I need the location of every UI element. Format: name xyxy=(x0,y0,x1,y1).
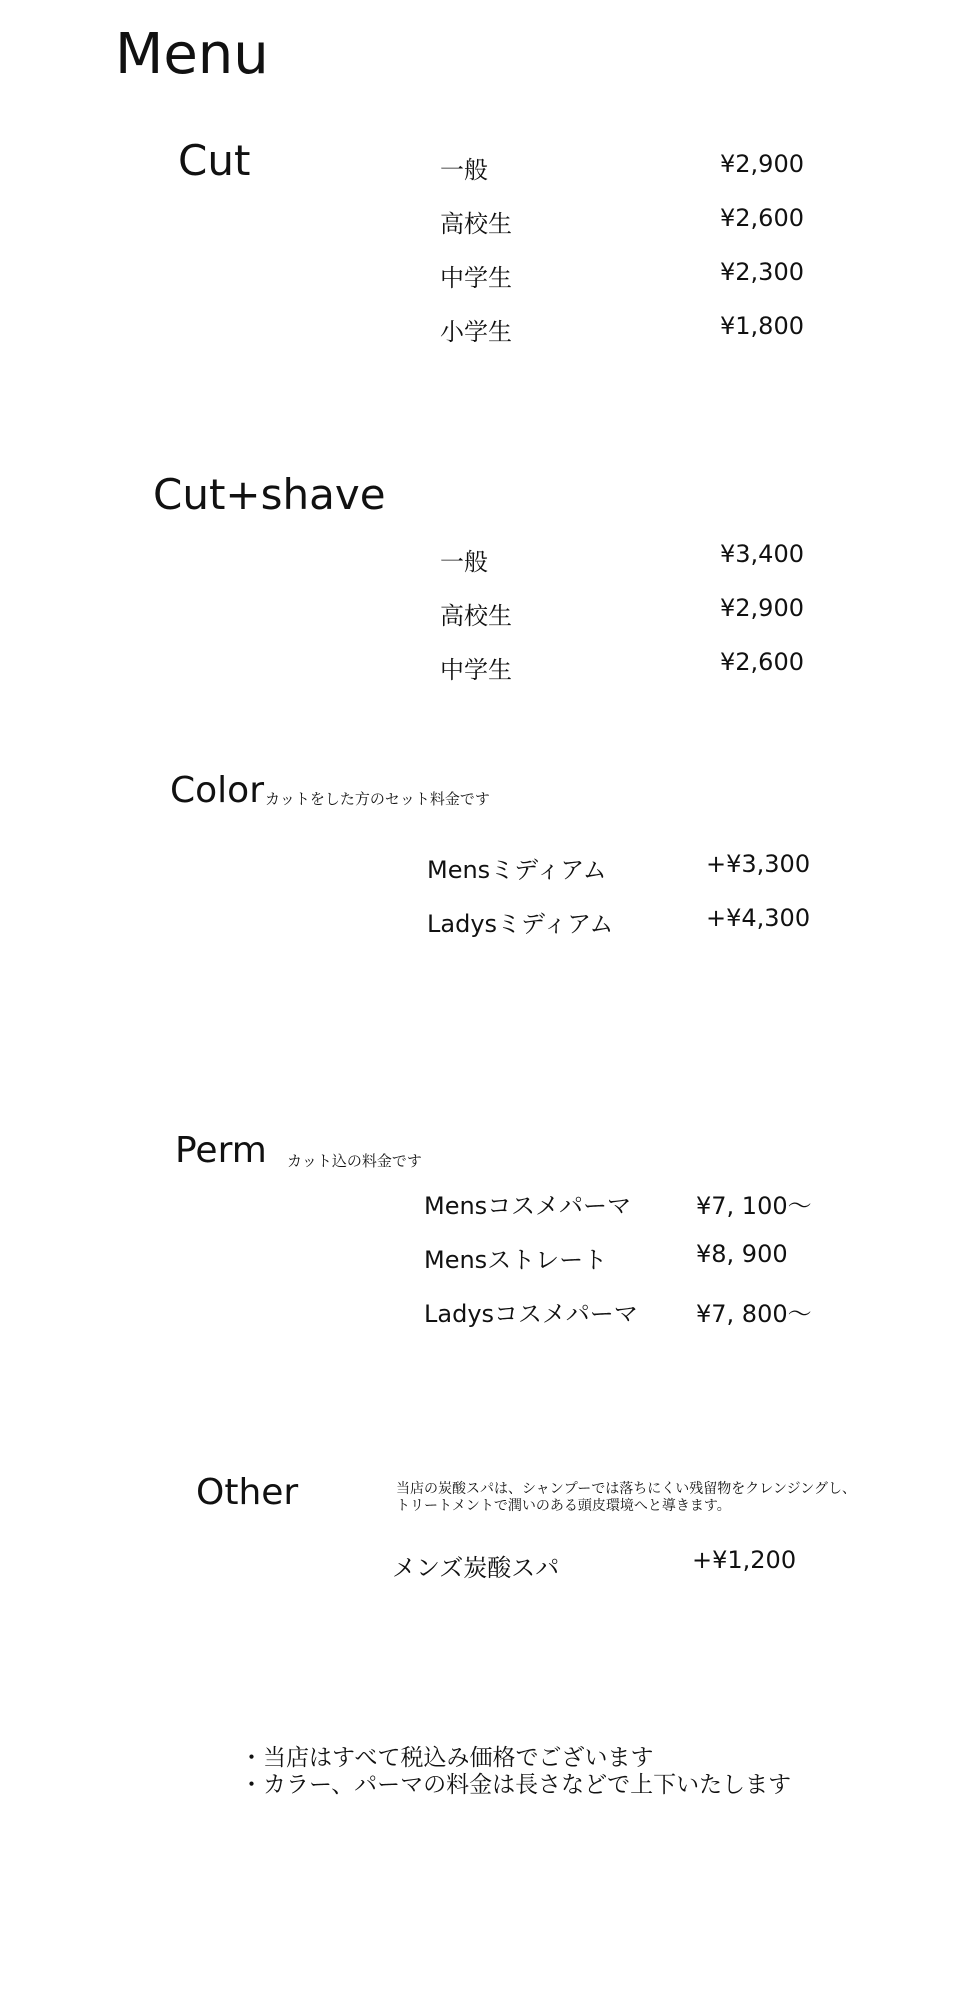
menu-item-name: 高校生 xyxy=(440,210,512,238)
section-title-other: Other xyxy=(196,1472,299,1513)
section-description-line-1: 当店の炭酸スパは、シャンプーでは落ちにくい残留物をクレンジングし、 xyxy=(396,1481,856,1497)
menu-item-name: 小学生 xyxy=(440,318,512,346)
menu-item-name: Mensミディアム xyxy=(427,856,607,884)
menu-item-name: 高校生 xyxy=(440,602,512,630)
menu-item-price: ¥7, 800～ xyxy=(696,1300,812,1328)
section-title-cut-shave: Cut+shave xyxy=(153,470,386,519)
page-title: Menu xyxy=(115,22,269,87)
section-title-cut: Cut xyxy=(178,136,251,185)
menu-item-price: ¥2,900 xyxy=(720,150,804,178)
menu-item-price: ¥2,600 xyxy=(720,648,804,676)
menu-item-price: ¥8, 900 xyxy=(696,1240,788,1268)
menu-item-price: +¥4,300 xyxy=(706,904,811,932)
menu-item-price: ¥2,300 xyxy=(720,258,804,286)
menu-item-name: 一般 xyxy=(440,548,488,576)
menu-item-name: メンズ炭酸スパ xyxy=(392,1554,560,1582)
section-description-line-2: トリートメントで潤いのある頭皮環境へと導きます。 xyxy=(396,1498,731,1514)
menu-item-price: ¥3,400 xyxy=(720,540,804,568)
menu-item-name: 中学生 xyxy=(440,656,512,684)
menu-item-name: 中学生 xyxy=(440,264,512,292)
menu-item-price: ¥2,900 xyxy=(720,594,804,622)
menu-item-price: ¥7, 100～ xyxy=(696,1192,812,1220)
menu-item-name: Ladysコスメパーマ xyxy=(424,1300,638,1328)
section-note-perm: カット込の料金です xyxy=(287,1152,422,1170)
section-title-color: Color xyxy=(170,770,264,811)
footer-note: ・当店はすべて税込み価格でございます xyxy=(240,1745,654,1771)
menu-item-name: Ladysミディアム xyxy=(427,910,614,938)
menu-item-name: 一般 xyxy=(440,156,488,184)
menu-item-price: +¥3,300 xyxy=(706,850,811,878)
menu-item-price: +¥1,200 xyxy=(692,1546,797,1574)
menu-item-price: ¥2,600 xyxy=(720,204,804,232)
menu-item-name: Mensコスメパーマ xyxy=(424,1192,631,1220)
section-title-perm: Perm xyxy=(175,1130,267,1171)
menu-item-name: Mensストレート xyxy=(424,1246,608,1274)
section-note-color: カットをした方のセット料金です xyxy=(265,790,490,808)
footer-note: ・カラー、パーマの料金は長さなどで上下いたします xyxy=(240,1772,792,1798)
menu-item-price: ¥1,800 xyxy=(720,312,804,340)
